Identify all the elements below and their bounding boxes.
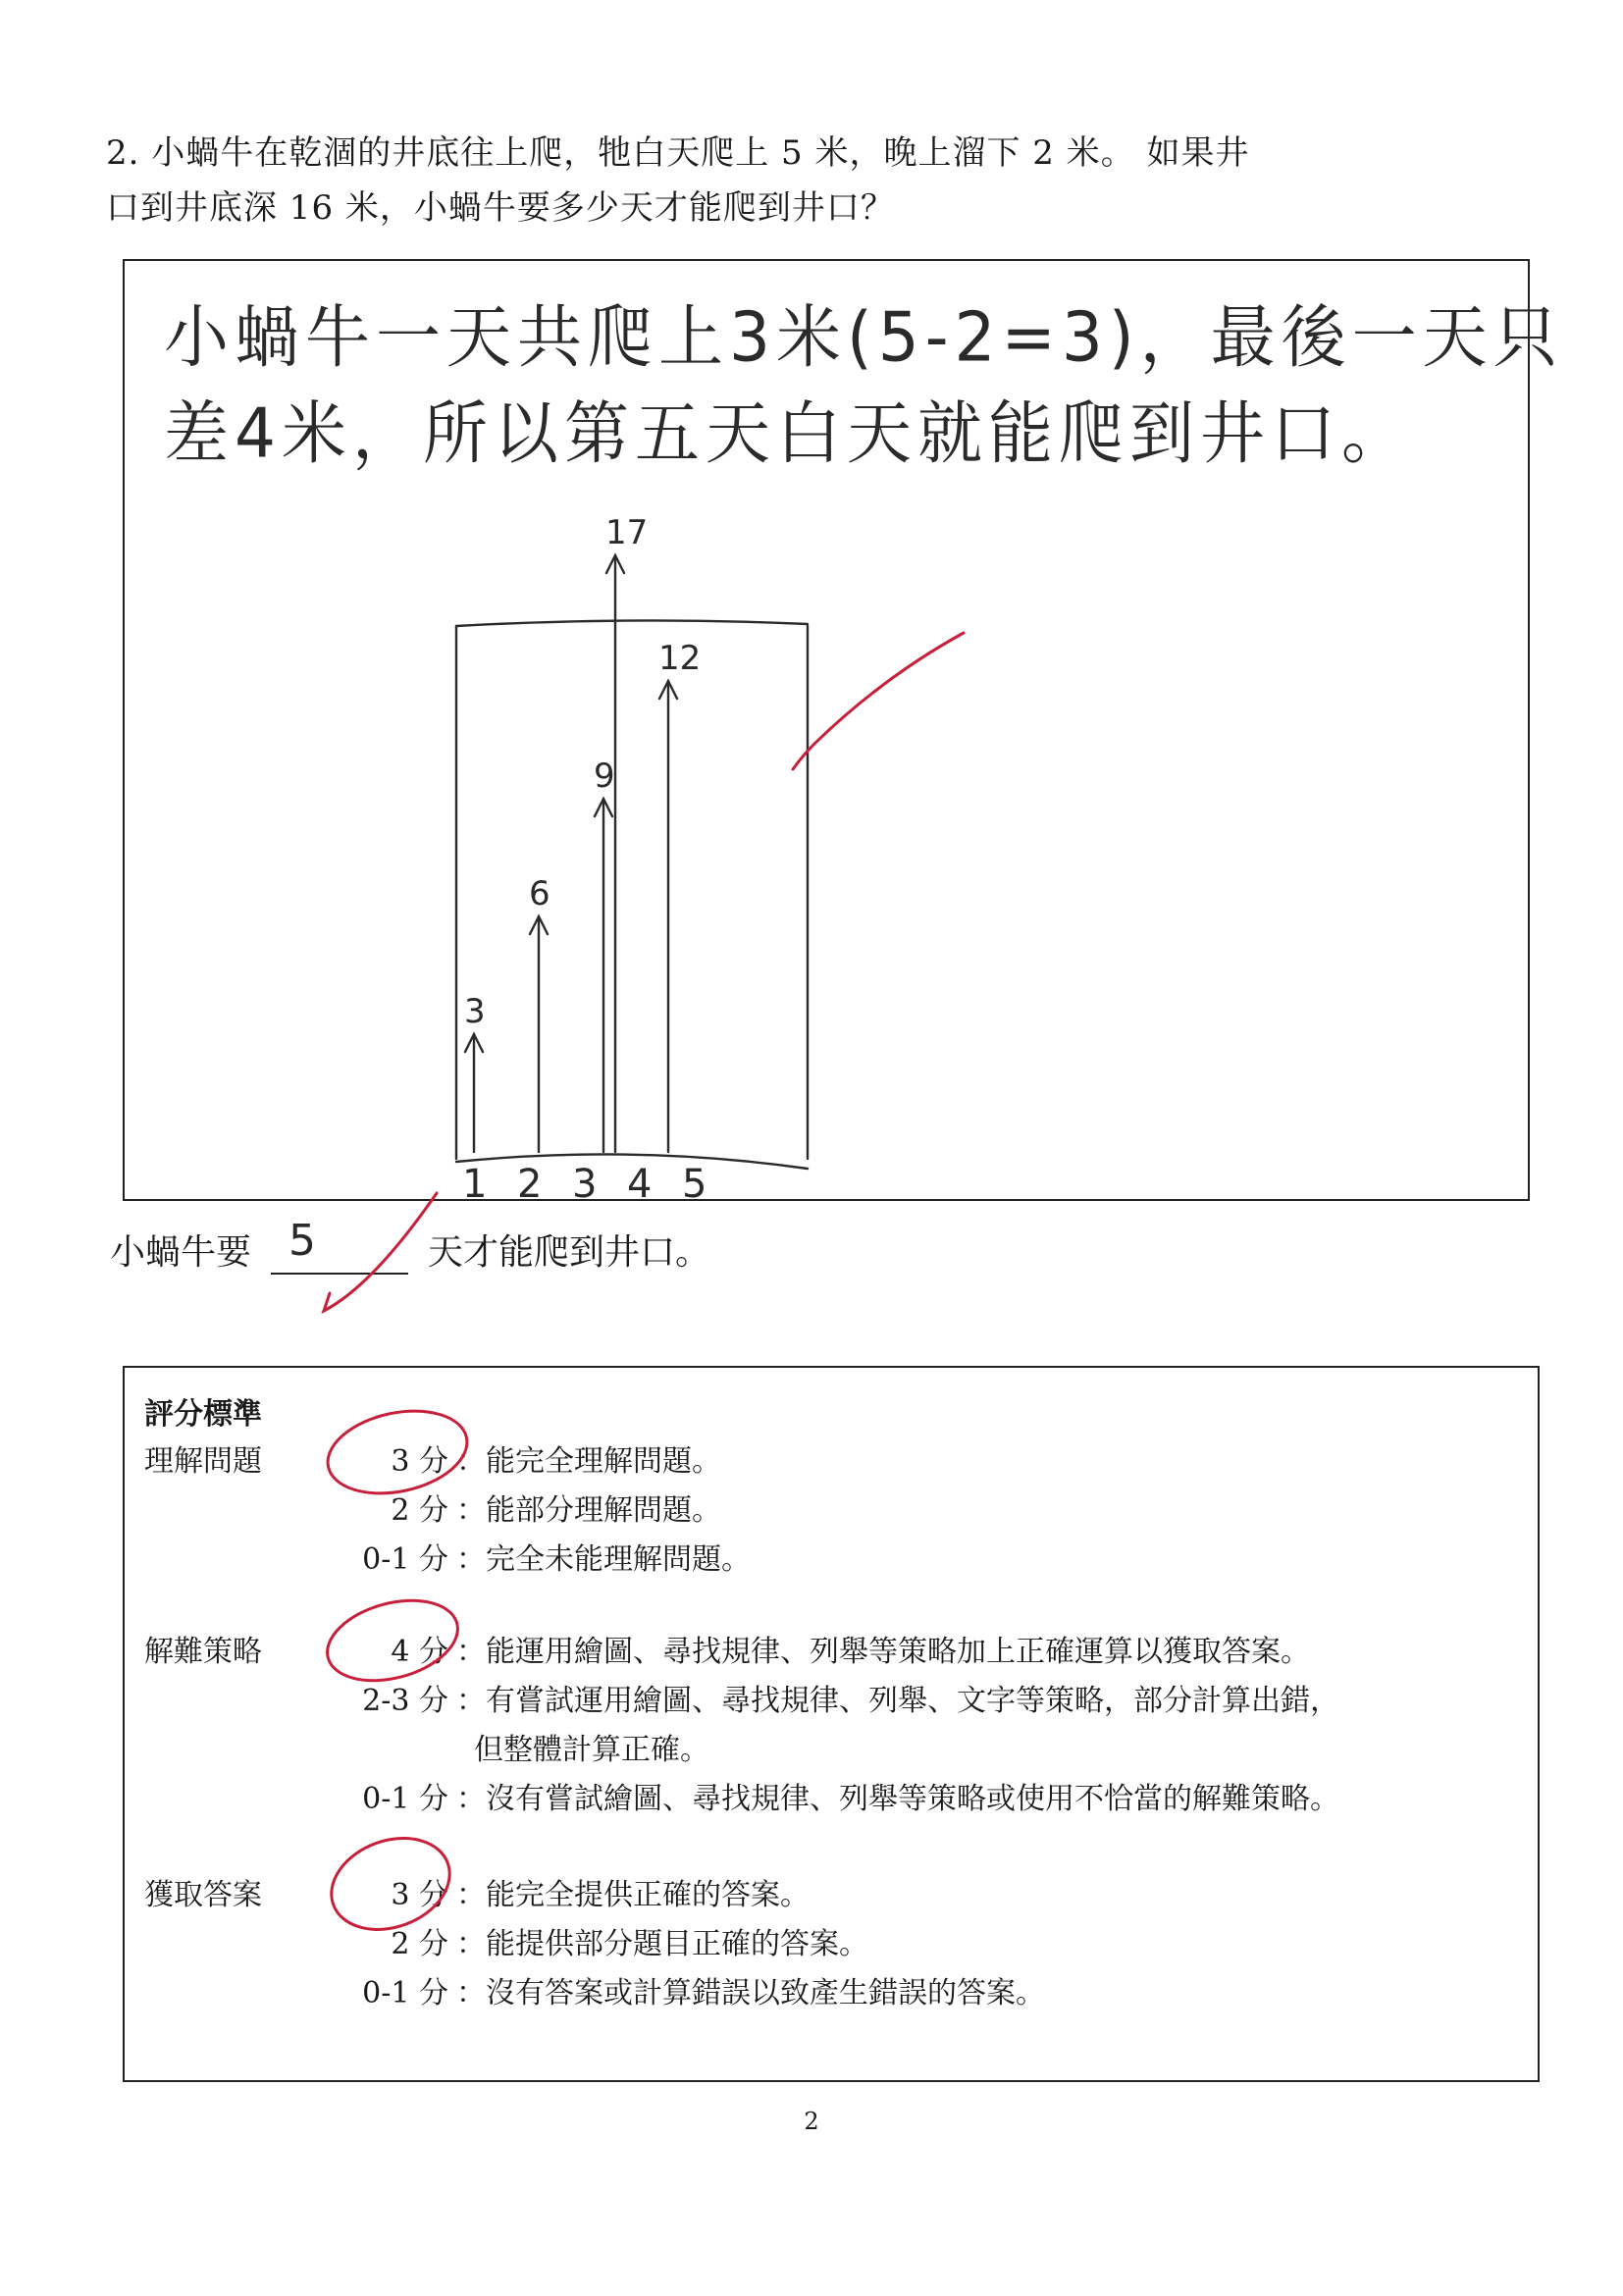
rubric-level [340, 1725, 709, 1768]
height-label: 9 [594, 757, 615, 796]
height-label: 17 [605, 513, 649, 552]
rubric-score: 3 分 [391, 1878, 448, 1912]
rubric-level [340, 1870, 810, 1913]
rubric-score: 4 分 [391, 1635, 448, 1669]
rubric-score: 2-3 分 [362, 1684, 448, 1718]
height-label: 6 [529, 874, 550, 913]
rubric-description: ：沒有答案或計算錯誤以致產生錯誤的答案。 [456, 1976, 1045, 2010]
height-label: 12 [658, 639, 702, 678]
rubric-description: 但整體計算正確。 [474, 1733, 709, 1767]
rubric-level [340, 1774, 1339, 1817]
rubric-category-strategy: 解難策略 [144, 1635, 262, 1669]
answer-prefix: 小蝸牛要 [110, 1232, 252, 1273]
day-label: 4 [627, 1162, 653, 1203]
rubric-level [340, 1436, 721, 1480]
rubric-level [340, 1968, 1045, 2011]
rubric-description: ：能運用繪圖、尋找規律、列舉等策略加上正確運算以獲取答案。 [456, 1635, 1310, 1669]
rubric-level [340, 1486, 721, 1529]
rubric-score: 0-1 分 [362, 1976, 448, 2010]
rubric-description: ：能部分理解問題。 [456, 1493, 721, 1528]
height-label: 3 [464, 992, 486, 1031]
handwritten-explanation-line-1: 小蝸牛一天共爬上3米(5-2=3)，最後一天只 [164, 297, 1564, 378]
question-text [106, 126, 1460, 235]
rubric-score: 0-1 分 [362, 1782, 448, 1816]
well-top [456, 620, 808, 626]
day-label: 2 [517, 1162, 543, 1203]
rubric-score: 2 分 [391, 1493, 448, 1528]
rubric-description: ：能完全理解問題。 [456, 1444, 721, 1479]
rubric-level [340, 1535, 751, 1578]
handwritten-explanation-line-2: 差4米，所以第五天白天就能爬到井口。 [164, 393, 1412, 474]
rubric-category-understanding: 理解問題 [144, 1444, 262, 1479]
rubric-title: 評分標準 [144, 1397, 262, 1432]
rubric-level [340, 1676, 1339, 1719]
rubric-description: ：沒有嘗試繪圖、尋找規律、列舉等策略或使用不恰當的解難策略。 [456, 1782, 1339, 1816]
rubric-level [340, 1919, 868, 1962]
scoring-rubric [123, 1366, 1540, 2082]
question-line-2: 口到井底深 16 米，小蝸牛要多少天才能爬到井口？ [106, 188, 895, 228]
rubric-description: ：完全未能理解問題。 [456, 1542, 751, 1577]
rubric-category-answer: 獲取答案 [144, 1878, 262, 1912]
answer-value: 5 [288, 1216, 317, 1266]
rubric-score: 2 分 [391, 1927, 448, 1961]
rubric-description: ：能完全提供正確的答案。 [456, 1878, 810, 1912]
well-diagram [125, 261, 1532, 1203]
answer-blank[interactable] [271, 1216, 408, 1275]
day-label: 3 [572, 1162, 598, 1203]
question-line-1: 2. 小蝸牛在乾涸的井底往上爬，牠白天爬上 5 米，晚上溜下 2 米。 如果井 [106, 133, 1250, 173]
rubric-description: ：能提供部分題目正確的答案。 [456, 1927, 868, 1961]
page-number: 2 [804, 2108, 819, 2135]
answer-sentence [110, 1216, 711, 1275]
day-label: 5 [682, 1162, 707, 1203]
day-label: 1 [462, 1162, 488, 1203]
rubric-score: 0-1 分 [362, 1542, 448, 1577]
working-box [123, 259, 1564, 1203]
rubric-score: 3 分 [391, 1444, 448, 1479]
rubric-level [340, 1627, 1310, 1670]
answer-suffix: 天才能爬到井口。 [428, 1232, 711, 1273]
rubric-description: ：有嘗試運用繪圖、尋找規律、列舉、文字等策略，部分計算出錯， [456, 1684, 1339, 1718]
